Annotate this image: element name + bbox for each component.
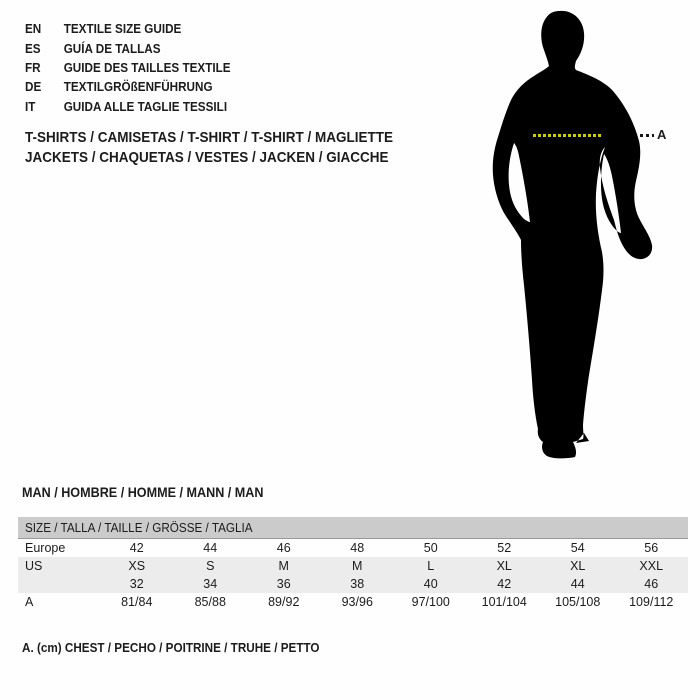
size-cell: 36 xyxy=(276,577,291,591)
size-cell: 89/92 xyxy=(268,595,300,609)
size-cell: 109/112 xyxy=(629,595,674,609)
size-cell: 34 xyxy=(203,577,218,591)
size-cell: M xyxy=(278,559,289,573)
size-cell: 52 xyxy=(497,541,512,555)
size-cell: 44 xyxy=(203,541,218,555)
language-title: GUIDA ALLE TAGLIE TESSILI xyxy=(63,98,228,114)
size-cell: 85/88 xyxy=(194,595,226,609)
table-row-europe xyxy=(18,539,688,557)
size-cell: 32 xyxy=(129,577,144,591)
language-title: GUIDE DES TAILLES TEXTILE xyxy=(63,59,231,75)
chest-footnote: A. (cm) CHEST / PECHO / POITRINE / TRUHE / PETTO xyxy=(22,640,320,655)
size-cell: 101/104 xyxy=(481,595,527,609)
size-cell: 46 xyxy=(644,577,659,591)
language-row-en xyxy=(25,19,231,38)
section-title: MAN / HOMBRE / HOMME / MANN / MAN xyxy=(22,484,264,500)
size-cell: XS xyxy=(128,559,146,573)
size-cell: 105/108 xyxy=(555,595,601,609)
language-title: GUÍA DE TALLAS xyxy=(63,40,161,56)
language-row-de xyxy=(25,77,231,96)
size-cell: XL xyxy=(496,559,512,573)
table-row-chest xyxy=(18,593,688,611)
size-table xyxy=(18,517,688,611)
table-row-uk xyxy=(18,575,688,593)
size-cell: XL xyxy=(570,559,586,573)
size-cell: 46 xyxy=(276,541,291,555)
table-row-us xyxy=(18,557,688,575)
size-cell: 93/96 xyxy=(341,595,373,609)
row-label: Europe xyxy=(25,541,66,555)
language-code: IT xyxy=(25,98,36,114)
size-cell: 42 xyxy=(497,577,512,591)
size-cell: 44 xyxy=(570,577,585,591)
size-cell: XXL xyxy=(639,559,664,573)
size-cell: 40 xyxy=(423,577,438,591)
language-row-es xyxy=(25,38,231,57)
size-cell: 38 xyxy=(350,577,365,591)
size-cell: L xyxy=(427,559,435,573)
chest-measure-dotted-line xyxy=(533,134,601,137)
size-cell: 97/100 xyxy=(411,595,450,609)
category-list xyxy=(25,128,393,167)
chest-measure-leader-line xyxy=(640,134,654,137)
size-cell: 48 xyxy=(350,541,365,555)
size-cell: 42 xyxy=(129,541,144,555)
language-title: TEXTILE SIZE GUIDE xyxy=(63,21,182,37)
language-row-it xyxy=(25,97,231,116)
language-code: EN xyxy=(25,21,42,37)
category-jackets: JACKETS / CHAQUETAS / VESTES / JACKEN / GIACCHE xyxy=(25,148,389,166)
size-cell: 56 xyxy=(644,541,659,555)
language-code: DE xyxy=(25,79,42,95)
size-cell: S xyxy=(206,559,215,573)
size-cell: 81/84 xyxy=(121,595,153,609)
row-label: A xyxy=(25,595,34,609)
language-list xyxy=(25,19,231,116)
language-code: ES xyxy=(25,40,41,56)
man-silhouette xyxy=(480,8,665,463)
size-cell: 54 xyxy=(570,541,585,555)
size-table-header xyxy=(18,517,688,539)
language-row-fr xyxy=(25,58,231,77)
language-title: TEXTILGRÖßENFÜHRUNG xyxy=(63,79,213,95)
size-cell: 50 xyxy=(423,541,438,555)
size-table-header-label: SIZE / TALLA / TAILLE / GRÖSSE / TAGLIA xyxy=(25,520,253,535)
measure-label-a: A xyxy=(657,127,667,142)
language-code: FR xyxy=(25,59,41,75)
row-label: US xyxy=(25,559,43,573)
category-tshirts: T-SHIRTS / CAMISETAS / T-SHIRT / T-SHIRT / MAGLIETTE xyxy=(25,129,394,147)
size-cell: M xyxy=(352,559,363,573)
